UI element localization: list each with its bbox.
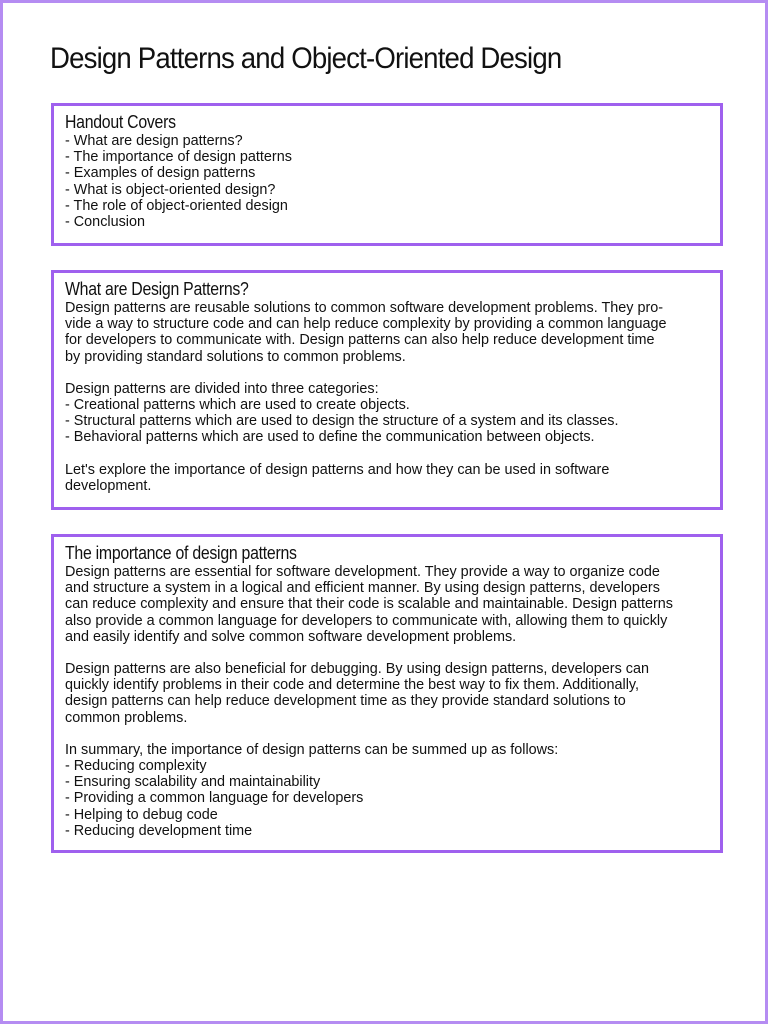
handout-covers-heading: Handout Covers <box>65 112 176 132</box>
handout-covers-list: - What are design patterns? - The importance of design patterns - Examples of design patterns - What is object-oriented design? - The role of object-oriented design - Conclusion <box>65 133 292 231</box>
importance-intro-paragraph: Design patterns are essential for software development. They provide a way to organize code and structure a system in a logical and efficient manner. By using design patterns, developers can reduce complexity and ensure that their code is scalable and maintainable. Design patterns also provide a common language for developers to communicate with, allowing them to quickly and easily identify and solve common software development problems. <box>65 564 673 645</box>
importance-of-design-patterns-heading: The importance of design patterns <box>65 543 297 563</box>
design-patterns-categories-paragraph: Design patterns are divided into three categories: - Creational patterns which are used to create objects. - Structural patterns which are used to design the structure of a system and its classes. - Behavioral patterns which are used to define the communication between objects. <box>65 380 619 446</box>
design-patterns-intro-paragraph: Design patterns are reusable solutions to common software development problems. They pro- vide a way to structure code and can help reduce complexity by providing a common language for developers to communicate with. Design patterns can also help reduce development time by providing standard solutions to common problems. <box>65 300 667 365</box>
what-are-design-patterns-heading: What are Design Patterns? <box>65 279 249 299</box>
importance-of-design-patterns-box <box>51 534 723 853</box>
what-are-design-patterns-box <box>51 270 723 510</box>
importance-summary-paragraph: In summary, the importance of design patterns can be summed up as follows: - Reducing complexity - Ensuring scalability and maintainability - Providing a common language for developers - Helping to debug code - Reducing development time <box>65 741 559 839</box>
handout-covers-box <box>51 103 723 246</box>
design-patterns-outro-paragraph: Let's explore the importance of design patterns and how they can be used in software development. <box>65 461 610 494</box>
document-title: Design Patterns and Object-Oriented Design <box>50 42 562 75</box>
importance-debugging-paragraph: Design patterns are also beneficial for debugging. By using design patterns, developers can quickly identify problems in their code and determine the best way to fix them. Additionally, design patterns can help reduce development time as they provide standard solutions to common problems. <box>65 661 649 726</box>
